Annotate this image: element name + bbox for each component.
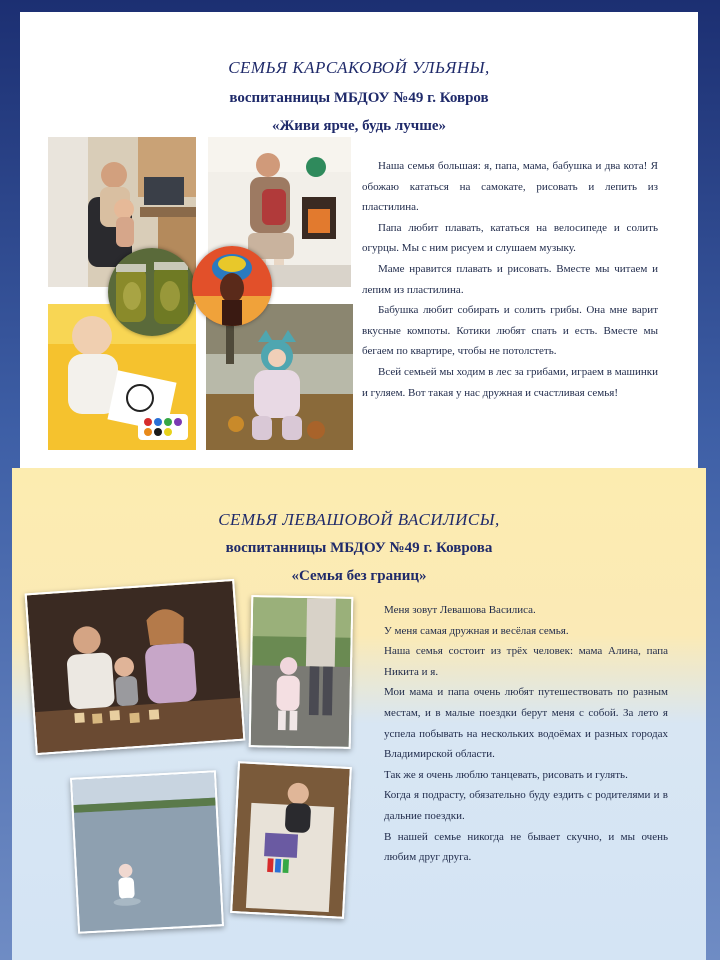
- levashova-story: [384, 600, 668, 868]
- story-paragraph: Мои мама и папа очень любят путешествовать по разным местам, и в малые поездки берут меня с собой. За лето я успела побывать на нескольких водоёмах и разных городах Владимирской области.: [384, 686, 668, 761]
- story-paragraph: Бабушка любит собирать и солить грибы. Она мне варит вкусные компоты. Котики любят спать и есть. Вместе мы бегаем по квартире, чтобы не потолстеть.: [362, 304, 658, 358]
- photo-family-playing-blocks: [25, 579, 246, 755]
- photo-child-walking-park: [249, 595, 354, 749]
- story-paragraph: В нашей семье никогда не бывает скучно, и мы очень любим друг друга.: [384, 830, 668, 864]
- levashova-family-panel: [12, 468, 706, 960]
- pupil-subtitle: воспитанницы МБДОУ №49 г. Ковров: [229, 90, 489, 106]
- family-motto: «Живи ярче, будь лучше»: [271, 118, 447, 134]
- story-paragraph: Меня зовут Левашова Василиса.: [384, 604, 536, 616]
- photo-african-painting: [192, 246, 272, 326]
- family-title: СЕМЬЯ ЛЕВАШОВОЙ ВАСИЛИСЫ,: [218, 510, 500, 529]
- story-paragraph: У меня самая дружная и весёлая семья.: [384, 624, 569, 637]
- pupil-subtitle: воспитанницы МБДОУ №49 г. Коврова: [225, 540, 493, 556]
- story-paragraph: Наша семья состоит из трёх человек: мама Алина, папа Никита и я.: [384, 645, 668, 678]
- story-paragraph: Всей семьей мы ходим в лес за грибами, играем в машинки и гуляем. Вот такая у нас дружная и счастливая семья!: [362, 365, 658, 399]
- story-paragraph: Маме нравится плавать и рисовать. Вместе мы читаем и лепим из пластилина.: [362, 262, 658, 296]
- photo-pickle-jars: [108, 248, 196, 336]
- photo-child-in-water: [70, 770, 224, 933]
- family-title: СЕМЬЯ КАРСАКОВОЙ УЛЬЯНЫ,: [228, 58, 490, 77]
- story-paragraph: Наша семья большая: я, папа, мама, бабушка и два кота! Я обожаю кататься на самокате, рисовать и лепить из пластилина.: [362, 160, 658, 214]
- photo-child-drawing-floor: [230, 761, 352, 919]
- story-paragraph: Папа любит плавать, кататься на велосипеде и солить огурцы. Мы с ним рисуем и слушаем музыку.: [362, 221, 658, 255]
- karsakova-family-panel: [20, 12, 698, 471]
- family-motto: «Семья без границ»: [291, 568, 427, 584]
- karsakova-story: [362, 156, 658, 403]
- story-paragraph: Когда я подрасту, обязательно буду ездить с родителями и в дальние поездки.: [384, 789, 668, 822]
- story-paragraph: Так же я очень люблю танцевать, рисовать и гулять.: [384, 768, 628, 781]
